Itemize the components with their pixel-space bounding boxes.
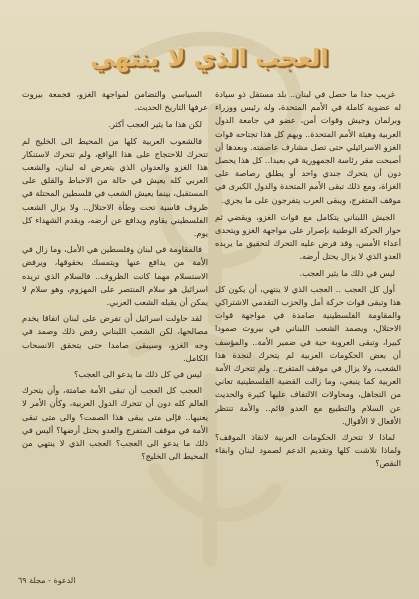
left-paragraph-3: فالشعوب العربية كلها من المحيط الى الخليج لم تتحرك للاحتجاج على هذا الواقع، ولم تتحرك لاستنكار هذا الغزو والعدوان الذي يتعرض له لبنان، والشعب العربي كله يعيش في حالة من الاحباط والقلق على المستقبل، بينما يعيش الشعب في فلسطين المحتلة في ظروف قاسية تحت وطأة الاحتلال.. ولا يزال الشعب الفلسطيني يقاوم ويدافع عن أرضه، ويقدم الشهداء كل يوم.: [22, 135, 208, 239]
article-title: العجب الذي لا ينتهي: [90, 44, 329, 72]
left-paragraph-2: لكن هذا ما يثير العجب أكثر.: [108, 119, 202, 130]
left-paragraph-5: لقد حاولت اسرائيل أن تفرض على لبنان اتفاقا يخدم مصالحها، لكن الشعب اللبناني رفض ذلك وصمد في وجه الغزو، وسيبقى صامدا حتى يتحقق الانسحاب الكامل.: [22, 313, 208, 363]
left-paragraph-1: السياسي والتضامن لمواجهة الغزو، فجمعة بيروت عرفها التاريخ الحديث.: [22, 89, 208, 113]
left-paragraph-7: العجب كل العجب أن تبقى الأمة صامتة، وأن يتحرك العالم كله دون أن تتحرك الدول العربية، وكأن الأمر لا يعنيها.. فإلى متى يبقى هذا الصمت؟ والى متى تبقى الأمة في موقف المتفرج والعدو يحتل أرضها؟ أليس في ذلك ما يدعو الى العجب؟ العجب الذي لا ينتهي من المحيط الى الخليج؟: [22, 385, 208, 462]
right-paragraph-1: غريب جدا ما حصل في لبنان.. بلد مستقل ذو سيادة له عضوية كاملة في الأمم المتحدة، وله رئيس ووزراء وبرلمان وجيش وقوات أمن، عضو في جامعة الدول العربية وهيئة الأمم المتحدة.. ويهم كل هذا تجتاحه قوات الغزو الاسرائيلي حتى تصل مشارف عاصمته. وبعدها أن أصبحت مقر رئاسة الجمهورية في بعبدا.. كل هذا يحصل دون أن يتحرك جندي واحد أو يطلق رصاصة على الغزاة، ومع ذلك تبقى الأمم المتحدة والدول الكبرى في موقف المتفرج، ويبقى العرب يتفرجون على ما يجري.: [215, 89, 401, 205]
right-column: [215, 88, 401, 568]
left-paragraph-4: فالمقاومة في لبنان وفلسطين هي الأمل، وما زال في الأمة من يدافع عنها ويتمسك بحقوقها، ويرفض الاستسلام مهما كانت الظروف.. فالسلام الذي تريده اسرائيل هو سلام المنتصر على المهزوم، وهو سلام لا يمكن أن يقبله الشعب العربي.: [22, 244, 208, 308]
page-footer: الدعوة - مجلة ٦٩: [18, 576, 76, 585]
title-wrap: [0, 44, 419, 72]
right-paragraph-5: لماذا لا تتحرك الحكومات العربية لانقاذ الموقف؟ ولماذا تلاشت كلها وتقديم الدعم لصمود لبنان وابقاء النقص؟: [215, 432, 401, 469]
right-paragraph-3: ليس في ذلك ما يثير العجب.: [299, 267, 395, 278]
right-paragraph-4: أول كل العجب .. العجب الذي لا ينتهي، أن يكون كل هذا وتبقى قوات حركة أمل والحزب التقدمي الاشتراكي والمقاومة الفلسطينية صامدة في مواجهة قوات الاحتلال، ويصمد الشعب اللبناني في بيروت صمودا كبيرا، وتبقى العروبة حية في ضمير الأمة.. والمؤسف أن بعض الحكومات العربية لم يتحرك لنجدة هذا الشعب، ولا يزال في موقف المتفرج.. ولم تتحرك الأمة العربية كما ينبغي، وما زالت القضية الفلسطينية تعاني من التجاهل، ومحاولات الالتفاف عليها كثيرة والحديث عن السلام والتطبيع مع العدو قائم.. والأمة تنتظر الأفعال لا الأقوال.: [215, 283, 401, 426]
left-column: [22, 88, 208, 568]
right-paragraph-2: الجيش اللبناني يتكامل مع قوات الغزو، ويقضي ثم حوار الحركة الوطنية بإصرار على مواجهة الغزو ويتحدى أعداء الأمس، وقد فرض عليه التحرك لتحقيق ما يريده العدو الذي لا يزال يحتل أرضه.: [215, 211, 401, 262]
left-paragraph-6: ليس في كل ذلك ما يدعو الى العجب؟: [73, 369, 202, 380]
